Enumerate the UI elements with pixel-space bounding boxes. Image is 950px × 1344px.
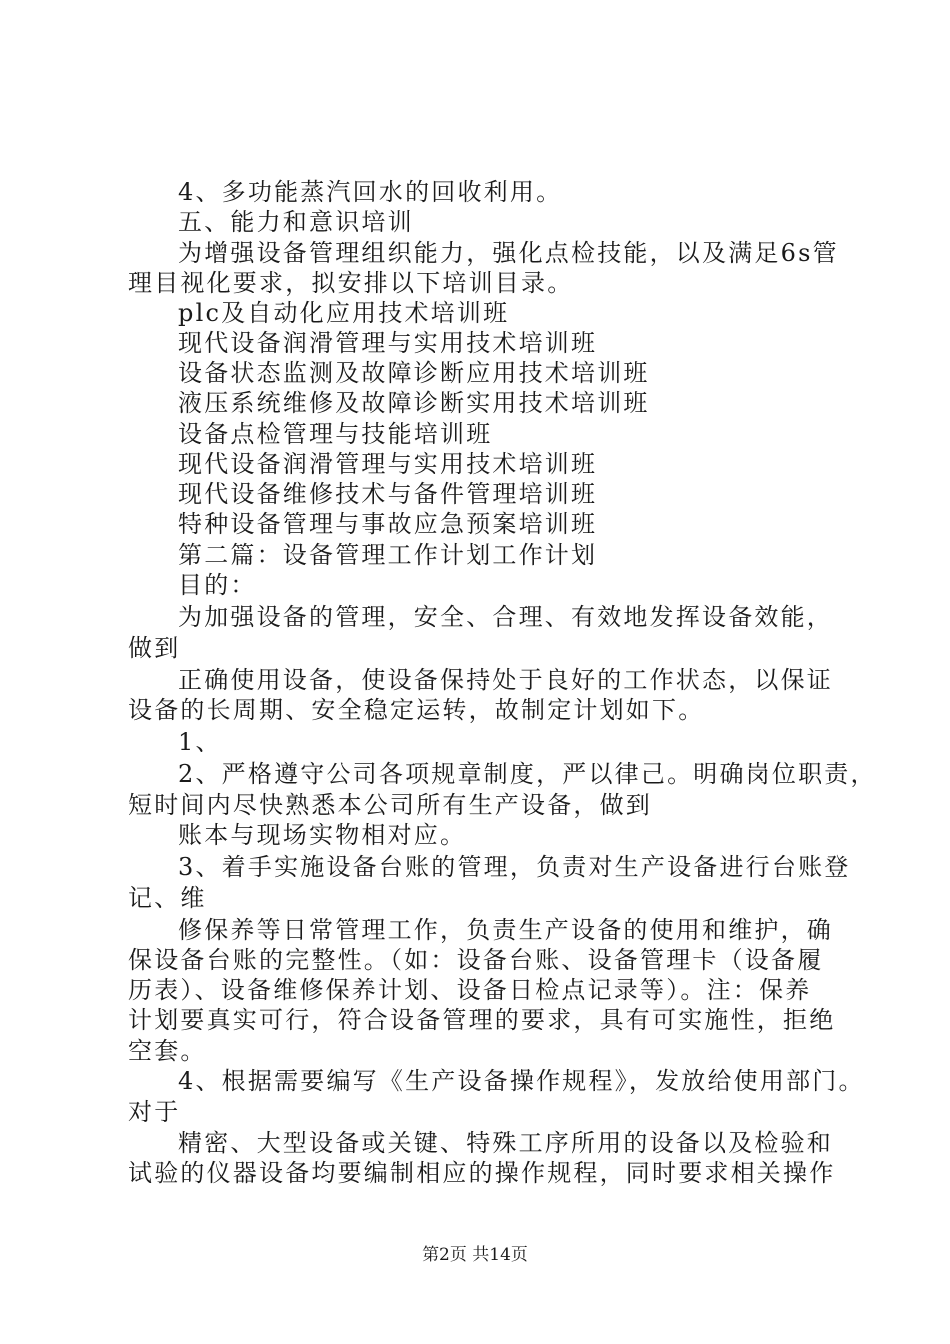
list-item: 液压系统维修及故障诊断实用技术培训班 (178, 389, 650, 417)
list-item: plc及自动化应用技术培训班 (178, 299, 510, 327)
text-line: 1、 (178, 728, 222, 756)
text-line: 短时间内尽快熟悉本公司所有生产设备，做到 (128, 791, 652, 819)
text-line: 3、着手实施设备台账的管理，负责对生产设备进行台账登 (178, 853, 851, 881)
text-line: 正确使用设备，使设备保持处于良好的工作状态，以保证 (178, 666, 833, 694)
list-item: 现代设备润滑管理与实用技术培训班 (178, 329, 598, 357)
text-line: 对于 (128, 1098, 181, 1126)
text-line: 精密、大型设备或关键、特殊工序所用的设备以及检验和 (178, 1129, 833, 1157)
text-line: 目的： (178, 571, 257, 599)
text-line: 修保养等日常管理工作，负责生产设备的使用和维护，确 (178, 916, 833, 944)
text-line: 设备的长周期、安全稳定运转，故制定计划如下。 (128, 696, 705, 724)
page-footer (0, 1244, 950, 1266)
list-item: 设备点检管理与技能培训班 (178, 420, 493, 448)
text-line: 历表）、设备维修保养计划、设备日检点记录等）。注：保养 (128, 976, 812, 1004)
section-heading: 五、能力和意识培训 (178, 208, 414, 236)
list-item: 设备状态监测及故障诊断应用技术培训班 (178, 359, 650, 387)
page-number: 第2页 共14页 (422, 1245, 528, 1265)
section-heading: 第二篇：设备管理工作计划工作计划 (178, 541, 598, 569)
text-line: 账本与现场实物相对应。 (178, 821, 467, 849)
text-line: 为加强设备的管理，安全、合理、有效地发挥设备效能， (178, 603, 833, 631)
text-line: 试验的仪器设备均要编制相应的操作规程，同时要求相关操作 (128, 1159, 836, 1187)
text-line: 理目视化要求，拟安排以下培训目录。 (128, 269, 574, 297)
text-line: 4、根据需要编写《生产设备操作规程》，发放给使用部门。 (178, 1067, 865, 1095)
text-line: 保设备台账的完整性。（如：设备台账、设备管理卡（设备履 (128, 946, 824, 974)
list-item: 特种设备管理与事故应急预案培训班 (178, 510, 598, 538)
text-line: 计划要真实可行，符合设备管理的要求，具有可实施性，拒绝 (128, 1006, 836, 1034)
text-line: 2、严格遵守公司各项规章制度，严以律己。明确岗位职责， (178, 760, 877, 788)
text-line: 记、维 (128, 884, 207, 912)
text-line: 4、多功能蒸汽回水的回收利用。 (178, 178, 563, 206)
list-item: 现代设备维修技术与备件管理培训班 (178, 480, 598, 508)
text-line: 做到 (128, 634, 181, 662)
list-item: 现代设备润滑管理与实用技术培训班 (178, 450, 598, 478)
text-line: 空套。 (128, 1037, 207, 1065)
text-line: 为增强设备管理组织能力，强化点检技能，以及满足6s管 (178, 239, 839, 267)
